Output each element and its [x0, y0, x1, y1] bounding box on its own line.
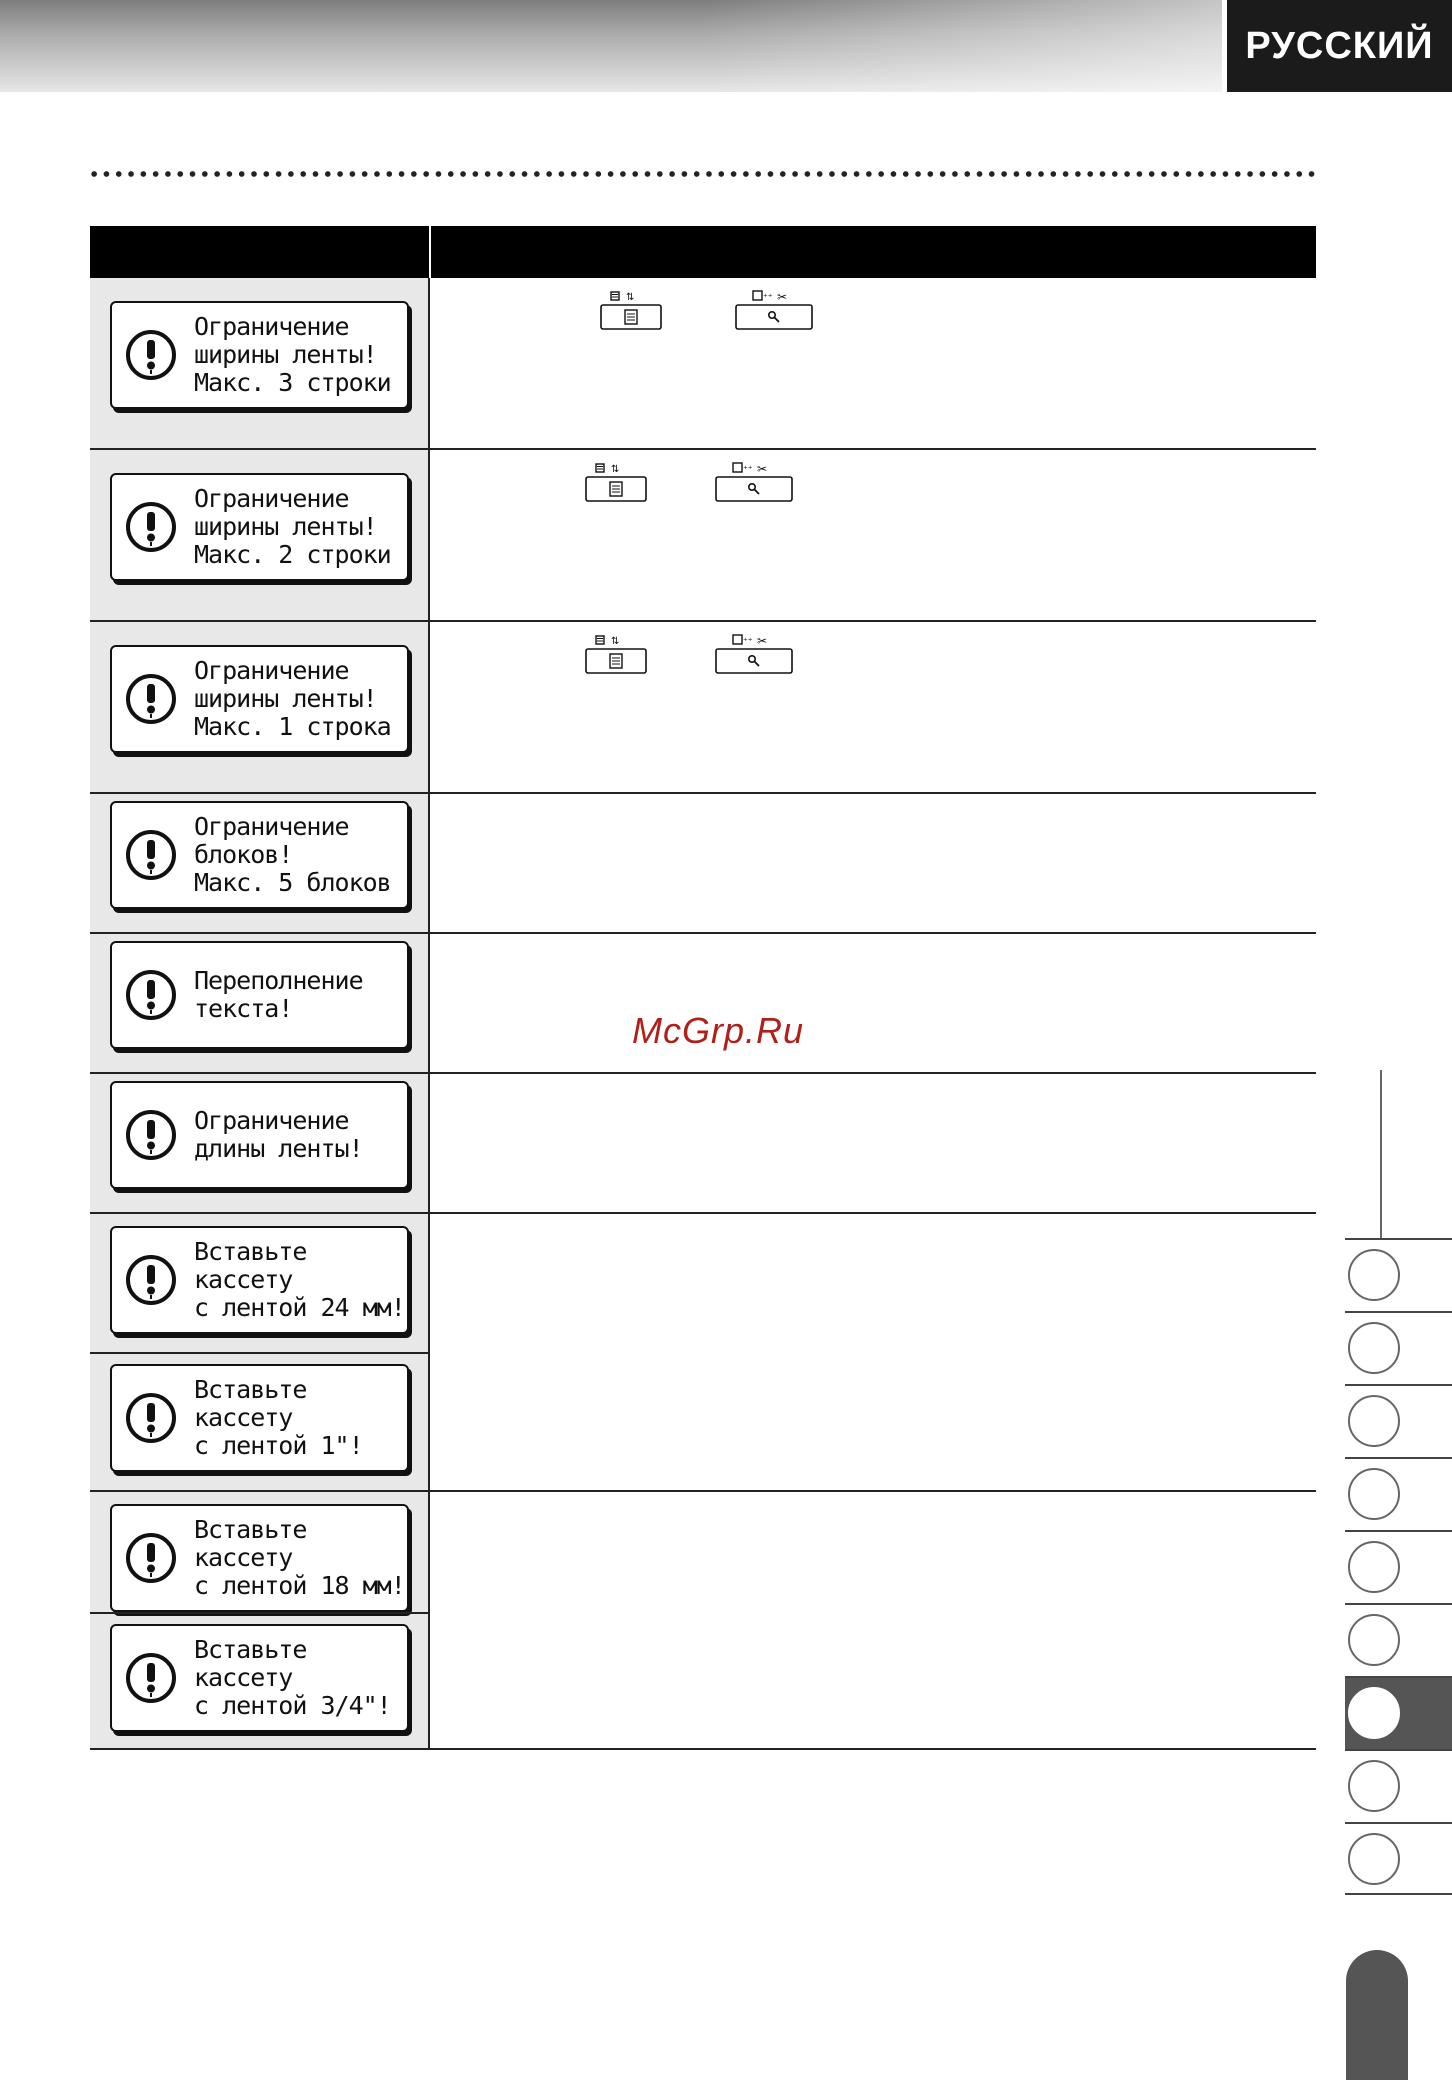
lcd-error-message [110, 1624, 409, 1732]
error-message-table [90, 226, 1316, 1750]
exclamation-circle-icon [124, 1108, 178, 1162]
table-row [90, 1492, 1316, 1750]
description-cell [430, 622, 1316, 792]
description-cell [430, 1074, 1316, 1212]
table-row [90, 1214, 1316, 1492]
svg-text:⁺⁺: ⁺⁺ [743, 637, 753, 647]
svg-text:⁺⁺: ⁺⁺ [763, 293, 773, 303]
header-gradient-band [0, 0, 1222, 92]
chapter-circle-icon [1348, 1468, 1400, 1520]
lcd-error-message [110, 1081, 409, 1189]
description-cell [430, 450, 1316, 620]
lcd-message-text: Ограничение длины ленты! [194, 1106, 363, 1163]
exclamation-circle-icon [124, 1531, 178, 1585]
lcd-message-text: Вставьте кассету с лентой 3/4"! [194, 1635, 391, 1720]
description-cell [430, 278, 1316, 448]
chapter-index-tab[interactable] [1345, 1530, 1452, 1603]
message-cell [90, 450, 430, 620]
exclamation-circle-icon [124, 328, 178, 382]
page-number-tab [1346, 1950, 1408, 2080]
lcd-error-message [110, 801, 409, 909]
chapter-index-tab[interactable] [1345, 1311, 1452, 1384]
lcd-message-text: Ограничение ширины ленты! Макс. 3 строки [194, 312, 391, 397]
exclamation-circle-icon [124, 968, 178, 1022]
header-sheen [702, 0, 1222, 92]
svg-text:✂: ✂ [757, 634, 768, 648]
message-cell [90, 1492, 430, 1748]
exclamation-circle-icon [124, 1253, 178, 1307]
svg-text:⇅: ⇅ [611, 464, 620, 475]
lcd-error-message [110, 1364, 409, 1472]
exclamation-circle-icon [124, 500, 178, 554]
chapter-circle-icon [1348, 1249, 1400, 1301]
chapter-index-tab[interactable] [1345, 1676, 1452, 1749]
lcd-error-message [110, 1504, 409, 1612]
exclamation-circle-icon [124, 828, 178, 882]
lcd-error-message [110, 645, 409, 753]
table-row [90, 1074, 1316, 1214]
exclamation-circle-icon [124, 1391, 178, 1445]
language-tab: РУССКИЙ [1227, 0, 1452, 92]
lcd-message-text: Ограничение блоков! Макс. 5 блоков [194, 812, 391, 897]
svg-text:✂: ✂ [777, 290, 788, 304]
lcd-message-text: Переполнение текста! [194, 966, 363, 1023]
table-row [90, 794, 1316, 934]
chapter-index-tab[interactable] [1345, 1238, 1452, 1311]
lcd-message-text: Ограничение ширины ленты! Макс. 1 строка [194, 656, 391, 741]
preview-cut-key-icon [715, 462, 793, 500]
chapter-circle-icon [1348, 1760, 1400, 1812]
lcd-message-text: Вставьте кассету с лентой 24 мм! [194, 1237, 405, 1322]
table-row [90, 934, 1316, 1074]
message-cell [90, 1074, 430, 1212]
chapter-index-tabs [1345, 1238, 1452, 1895]
svg-text:⁺⁺: ⁺⁺ [743, 465, 753, 475]
lcd-message-text: Ограничение ширины ленты! Макс. 2 строки [194, 484, 391, 569]
table-header [90, 226, 1316, 278]
chapter-index-tab[interactable] [1345, 1822, 1452, 1895]
chapter-circle-icon [1348, 1541, 1400, 1593]
message-cell [90, 278, 430, 448]
description-cell [430, 1492, 1316, 1748]
exclamation-circle-icon [124, 672, 178, 726]
chapter-index-tab[interactable] [1345, 1749, 1452, 1822]
svg-text:⇅: ⇅ [611, 636, 620, 647]
chapter-circle-icon [1348, 1833, 1400, 1885]
preview-cut-key-icon [735, 290, 813, 328]
exclamation-circle-icon [124, 1651, 178, 1705]
header-divider [429, 226, 431, 278]
message-cell [90, 794, 430, 932]
lcd-error-message [110, 473, 409, 581]
description-cell [430, 1214, 1316, 1490]
chapter-index-tab[interactable] [1345, 1457, 1452, 1530]
preview-cut-key-icon [715, 634, 793, 672]
chapter-index-tab[interactable] [1345, 1603, 1452, 1676]
message-divider [90, 1352, 430, 1354]
table-row [90, 278, 1316, 450]
dotted-separator [88, 170, 1316, 178]
layout-menu-key-icon [585, 634, 645, 672]
side-index-line [1380, 1070, 1382, 1240]
lcd-error-message [110, 941, 409, 1049]
message-cell [90, 1214, 430, 1490]
chapter-circle-icon [1348, 1322, 1400, 1374]
chapter-circle-icon [1348, 1687, 1400, 1739]
message-cell [90, 622, 430, 792]
chapter-circle-icon [1348, 1395, 1400, 1447]
svg-text:⇅: ⇅ [626, 292, 635, 303]
table-row [90, 622, 1316, 794]
layout-menu-key-icon [585, 462, 645, 500]
lcd-message-text: Вставьте кассету с лентой 18 мм! [194, 1515, 405, 1600]
layout-menu-key-icon [600, 290, 660, 328]
chapter-circle-icon [1348, 1614, 1400, 1666]
lcd-error-message [110, 301, 409, 409]
table-row [90, 450, 1316, 622]
description-cell [430, 934, 1316, 1072]
message-divider [90, 1612, 430, 1614]
lcd-message-text: Вставьте кассету с лентой 1"! [194, 1375, 363, 1460]
message-cell [90, 934, 430, 1072]
svg-text:✂: ✂ [757, 462, 768, 476]
lcd-error-message [110, 1226, 409, 1334]
chapter-index-tab[interactable] [1345, 1384, 1452, 1457]
description-cell [430, 794, 1316, 932]
watermark: McGrp.Ru [632, 1010, 805, 1051]
